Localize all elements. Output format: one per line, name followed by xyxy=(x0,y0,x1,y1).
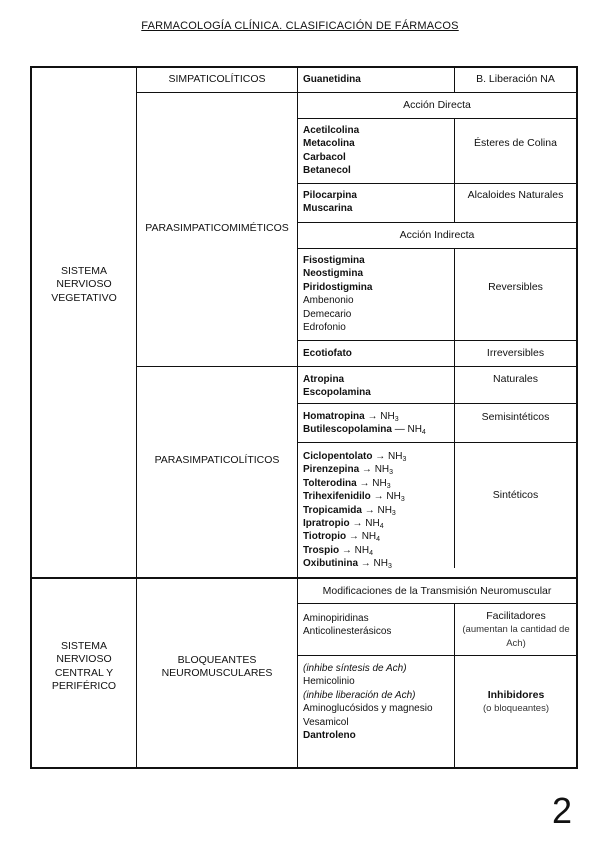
class-reversibles: Reversibles xyxy=(488,281,543,293)
drug-item: Edrofonio xyxy=(303,322,346,334)
drug-item: Acetilcolina xyxy=(303,125,360,136)
drug-list-sinteticos xyxy=(303,450,406,571)
group-simpaticoliticos: SIMPATICOLÍTICOS xyxy=(168,73,266,85)
page-number: 2 xyxy=(552,790,573,831)
drug-item: Tropicamida → $NH_3$ xyxy=(303,504,396,517)
class-sinteticos: Sintéticos xyxy=(492,489,539,501)
drug-list-facilitadores xyxy=(303,612,391,639)
note-sintesis: (inhibe síntesis de Ach) xyxy=(303,663,407,674)
drug-item: Aminoglucósidos y magnesio xyxy=(303,703,433,715)
group-parasimpaticoliticos: PARASIMPATICOLÍTICOS xyxy=(154,454,280,466)
drug-list-esteres xyxy=(303,124,359,178)
header-accion-indirecta: Acción Indirecta xyxy=(399,229,475,241)
drug-item: Dantroleno xyxy=(303,730,356,742)
drug-item: Metacolina xyxy=(303,138,355,150)
drug-item: Escopolamina xyxy=(303,387,371,399)
header-modificaciones: Modificaciones de la Transmisión Neuromuscular xyxy=(322,585,552,597)
drug-item: Fisostigmina xyxy=(303,255,365,266)
class-naturales: Naturales xyxy=(493,373,538,385)
class-irreversibles: Irreversibles xyxy=(486,347,545,359)
table-right-border xyxy=(576,66,578,769)
column-divider-2 xyxy=(297,66,298,769)
drug-item: Tolterodina → $NH_3$ xyxy=(303,477,391,490)
drug-item: Trihexifenidilo → $NH_3$ xyxy=(303,491,405,504)
drug-list-semisinteticos xyxy=(303,410,426,437)
row-divider xyxy=(136,92,577,93)
row-divider xyxy=(297,655,577,656)
drug-item: Vesamicol xyxy=(303,716,349,728)
table-left-border xyxy=(30,66,32,769)
drug-item: Homatropina → $NH_3$ xyxy=(303,411,399,423)
drug-item: Betanecol xyxy=(303,165,351,177)
section-divider xyxy=(30,577,578,579)
row-divider xyxy=(297,248,577,249)
drug-item: Piridostigmina xyxy=(303,281,373,293)
row-divider xyxy=(297,403,577,404)
drug-item: Ciclopentolato → $NH_3$ xyxy=(303,451,407,463)
class-alcaloides-naturales: Alcaloides Naturales xyxy=(467,189,564,201)
row-divider xyxy=(297,340,577,341)
section-label-svv: SISTEMA NERVIOSO VEGETATIVO xyxy=(51,265,117,304)
drug-list-naturales xyxy=(303,373,371,400)
drug-item: Oxibutinina → $NH_3$ xyxy=(303,558,392,571)
table-bottom-border xyxy=(30,767,578,769)
page-title: FARMACOLOGÍA CLÍNICA. CLASIFICACIÓN DE FÁRMACOS xyxy=(141,20,459,32)
column-divider-3 xyxy=(454,248,455,568)
column-divider-1 xyxy=(136,66,137,769)
drug-list-reversibles xyxy=(303,254,372,334)
row-divider xyxy=(136,366,577,367)
drug-item: Anticolinesterásicos xyxy=(303,626,392,638)
group-bloqueantes: BLOQUEANTES NEUROMUSCULARES xyxy=(161,654,273,680)
class-inhibidores xyxy=(462,689,570,716)
drug-item: Tiotropio → $NH_4$ xyxy=(303,531,381,544)
drug-list-alcaloides xyxy=(303,189,357,216)
class-note: (o bloqueantes) xyxy=(482,703,550,715)
drug-item: Pirenzepina → $NH_3$ xyxy=(303,464,394,477)
column-divider-3 xyxy=(454,118,455,222)
drug-ecotiofato: Ecotiofato xyxy=(303,348,352,359)
drug-item: Muscarina xyxy=(303,203,353,215)
group-parasimpaticomimeticos: PARASIMPATICOMIMÉTICOS xyxy=(145,222,289,234)
row-divider xyxy=(297,183,577,184)
drug-item: Butilescopolamina — $NH_4$ xyxy=(303,424,426,437)
drug-item: Pilocarpina xyxy=(303,190,357,201)
drug-guanetidina: Guanetidina xyxy=(303,74,361,85)
class-label: Inhibidores xyxy=(487,689,545,701)
header-accion-directa: Acción Directa xyxy=(403,99,471,111)
row-divider xyxy=(297,222,577,223)
note-liberacion: (inhibe liberación de Ach) xyxy=(303,689,416,701)
section-label-svcp: SISTEMA NERVIOSO CENTRAL Y PERIFÉRICO xyxy=(51,640,117,693)
drug-item: Hemicolinio xyxy=(303,676,355,688)
class-note: (aumentan la cantidad de Ach) xyxy=(462,624,570,649)
row-divider xyxy=(297,603,577,604)
drug-item: Ipratropio → $NH_4$ xyxy=(303,518,384,531)
class-semisinteticos: Semisintéticos xyxy=(481,411,550,423)
class-liberacion-na: B. Liberación NA xyxy=(476,73,555,85)
drug-item: Demecario xyxy=(303,308,352,320)
drug-item: Trospio → $NH_4$ xyxy=(303,544,374,557)
class-facilitadores xyxy=(462,610,570,650)
class-label: Facilitadores xyxy=(486,610,546,622)
drug-item: Carbacol xyxy=(303,151,346,163)
class-esteres-colina: Ésteres de Colina xyxy=(474,137,557,149)
drug-item: Atropina xyxy=(303,374,345,385)
table-top-border xyxy=(30,66,578,68)
row-divider xyxy=(297,118,577,119)
drug-list-inhibidores xyxy=(303,662,433,742)
column-divider-3 xyxy=(454,603,455,768)
drug-item: Aminopiridinas xyxy=(303,613,369,624)
row-divider xyxy=(297,442,577,443)
drug-item: Neostigmina xyxy=(303,268,364,280)
drug-item: Ambenonio xyxy=(303,295,354,307)
